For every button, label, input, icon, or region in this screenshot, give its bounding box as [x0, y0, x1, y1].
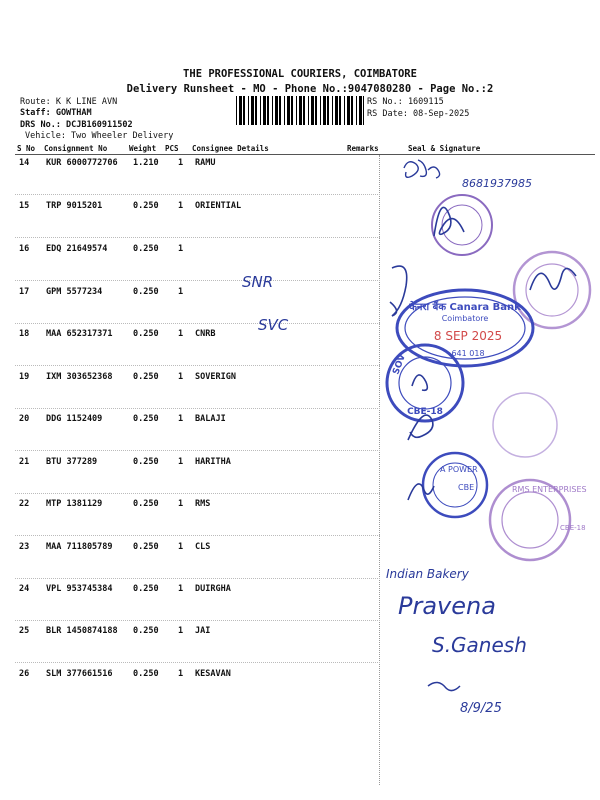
canara-bank-stamp [397, 290, 533, 366]
route-label: Route: K K LINE AVN [20, 97, 118, 107]
rs-number: RS No.: 1609115 [367, 97, 444, 107]
stamp-row-17 [514, 252, 590, 328]
power-text: A POWER [440, 465, 478, 474]
stamp-row-20 [408, 393, 557, 457]
drs-label: DRS No.: DCJB160911502 [20, 120, 133, 130]
handwritten-signature-25: S.Ganesh [432, 633, 527, 657]
sovereign-cbe: CBE-18 [407, 407, 443, 417]
table-row: 15 TRP 9015201 0.250 1 ORIENTIAL [19, 201, 242, 211]
handwritten-indian-bakery: Indian Bakery [386, 567, 469, 581]
table-row: 25 BLR 1450874188 0.250 1 JAI [19, 626, 211, 636]
rms-stamp [490, 480, 587, 560]
signature-row-16 [390, 266, 407, 316]
haritha-cbe: CBE [458, 483, 475, 492]
rms-cbe: CBE-18 [560, 524, 586, 532]
handwritten-snr: SNR [242, 273, 274, 291]
handwritten-date: 8/9/25 [460, 701, 502, 716]
canara-pin: 641 018 [451, 349, 485, 358]
rs-date: RS Date: 08-Sep-2025 [367, 109, 470, 119]
runsheet-subtitle: Delivery Runsheet - MO - Phone No.:9047080280 - Page No.:2 [126, 83, 494, 95]
table-row: 18 MAA 652317371 0.250 1 CNRB [19, 329, 216, 339]
table-row: 24 VPL 953745384 0.250 1 DUIRGHA [19, 584, 231, 594]
col-pcs: PCS [165, 144, 179, 153]
sovereign-stamp [387, 345, 463, 421]
handwritten-phone: 8681937985 [462, 177, 532, 190]
vehicle-label: Vehicle: Two Wheeler Delivery [25, 131, 174, 141]
table-row: 26 SLM 377661516 0.250 1 KESAVAN [19, 669, 231, 679]
handwritten-svc: SVC [258, 316, 289, 334]
col-seal-signature: Seal & Signature [408, 144, 481, 153]
col-consignment: Consignment No [44, 144, 108, 153]
stamp-row-15 [432, 195, 492, 255]
canara-date: 8 SEP 2025 [433, 329, 503, 343]
signature-row-26 [428, 682, 460, 690]
company-title: THE PROFESSIONAL COURIERS, COIMBATORE [183, 68, 417, 80]
table-row: 19 IXM 303652368 0.250 1 SOVERIGN [19, 372, 236, 382]
table-row: 16 EDQ 21649574 0.250 1 [19, 244, 184, 254]
table-row: 23 MAA 711805789 0.250 1 CLS [19, 542, 211, 552]
table-row: 21 BTU 377289 0.250 1 HARITHA [19, 457, 231, 467]
table-row: 22 MTP 1381129 0.250 1 RMS [19, 499, 211, 509]
col-remarks: Remarks [347, 144, 379, 153]
col-weight: Weight [129, 144, 157, 153]
canara-city: Coimbatore [441, 314, 489, 323]
sovereign-text: SOV [391, 353, 408, 377]
col-consignee: Consignee Details [192, 144, 269, 153]
canara-bank-name: केनरा बैंक Canara Bank [409, 302, 521, 313]
haritha-stamp [408, 453, 487, 517]
table-row: 17 GPM 5577234 0.250 1 [19, 287, 184, 297]
rms-name: RMS ENTERPRISES [512, 485, 587, 494]
table-row: 20 DDG 1152409 0.250 1 BALAJI [19, 414, 226, 424]
table-row: 14 KUR 6000772706 1.210 1 RAMU [19, 158, 216, 168]
col-sno: S No [17, 144, 36, 153]
signature-row-14 [404, 160, 440, 178]
handwritten-pravena: Pravena [398, 592, 496, 620]
staff-label: Staff: GOWTHAM [20, 108, 92, 118]
